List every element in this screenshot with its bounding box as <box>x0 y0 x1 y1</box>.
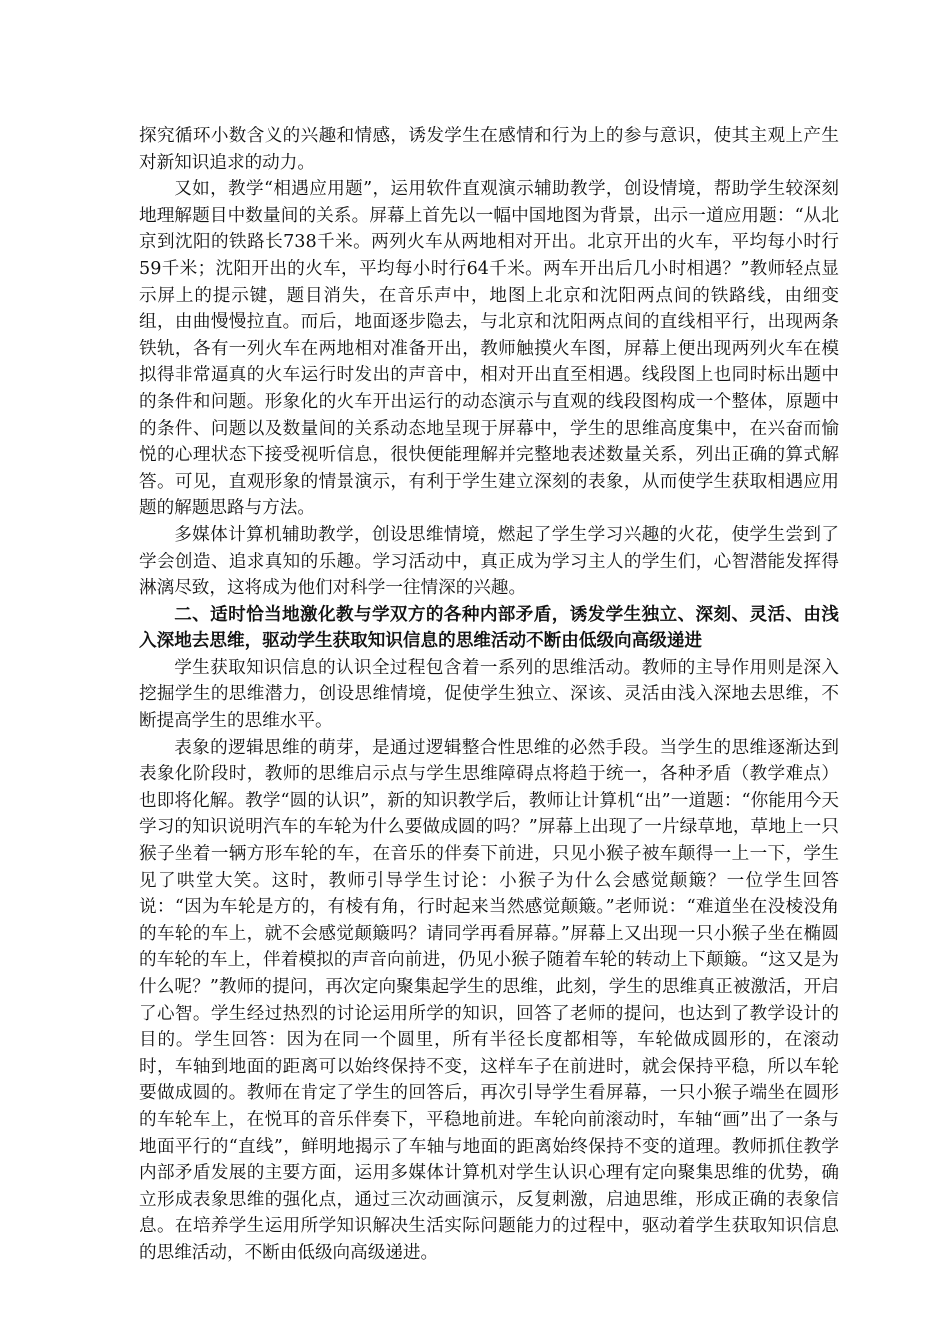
paragraph-circle-example: 表象的逻辑思维的萌芽，是通过逻辑整合性思维的必然手段。当学生的思维逐渐达到表象化阶段时，教师的思维启示点与学生思维障碍点将趋于统一，各种矛盾（教学难点）也即将化解。教学“圆的认识”，新的知识教学后，教师让计算机“出”一道题：“你能用今天学习的知识说明汽车的车轮为什么要做成圆的吗？”屏幕上出现了一片绿草地，草地上一只猴子坐着一辆方形车轮的车，在音乐的伴奏下前进，只见小猴子被车颠得一上一下，学生见了哄堂大笑。这时，教师引导学生讨论：小猴子为什么会感觉颠簸？一位学生回答说：“因为车轮是方的，有棱有角，行时起来当然感觉颠簸。”老师说：“难道坐在没棱没角的车轮的车上，就不会感觉颠簸吗？请同学再看屏幕。”屏幕上又出现一只小猴子坐在椭圆的车轮的车上，伴着模拟的声音向前进，仍见小猴子随着车轮的转动上下颠簸。“这又是为什么呢？”教师的提问，再次定向聚集起学生的思维，此刻，学生的思维真正被激活，开启了心智。学生经过热烈的讨论运用所学的知识，回答了老师的提问，也达到了教学设计的目的。学生回答：因为在同一个圆里，所有半径长度都相等，车轮做成圆形的，在滚动时，车轴到地面的距离可以始终保持不变，这样车子在前进时，就会保持平稳，所以车轮要做成圆的。教师在肯定了学生的回答后，再次引导学生看屏幕，一只小猴子端坐在圆形的车轮车上，在悦耳的音乐伴奏下，平稳地前进。车轮向前滚动时，车轴“画”出了一条与地面平行的“直线”，鲜明地揭示了车轴与地面的距离始终保持不变的道理。教师抓住教学内部矛盾发展的主要方面，运用多媒体计算机对学生认识心理有定向聚集思维的优势，确立形成表象思维的强化点，通过三次动画演示，反复刺激，启迪思维，形成正确的表象信息。在培养学生运用所学知识解决生活实际问题能力的过程中，驱动着学生获取知识信息的思维活动，不断由低级向高级递进。 <box>139 737 839 1263</box>
paragraph-multimedia-summary: 多媒体计算机辅助教学，创设思维情境，燃起了学生学习兴趣的火花，使学生尝到了学会创造、追求真知的乐趣。学习活动中，真正成为学习主人的学生们，心智潜能发挥得淋漓尽致，这将成为他们对科学一往情深的兴趣。 <box>139 524 839 599</box>
paragraph-thinking-activity: 学生获取知识信息的认识全过程包含着一系列的思维活动。教师的主导作用则是深入挖掘学生的思维潜力，创设思维情境，促使学生独立、深该、灵活由浅入深地去思维，不断提高学生的思维水平。 <box>139 657 839 732</box>
paragraph-continuation: 探究循环小数含义的兴趣和情感，诱发学生在感情和行为上的参与意识，使其主观上产生对新知识追求的动力。 <box>139 126 839 173</box>
document-page <box>139 123 839 1267</box>
paragraph-train-example: 又如，教学“相遇应用题”，运用软件直观演示辅助教学，创设情境，帮助学生较深刻地理解题目中数量间的关系。屏幕上首先以一幅中国地图为背景，出示一道应用题：“从北京到沈阳的铁路长738千米。两列火车从两地相对开出。北京开出的火车，平均每小时行59千米；沈阳开出的火车，平均每小时行64千米。两车开出后几小时相遇？”教师轻点显示屏上的提示键，题目消失，在音乐声中，地图上北京和沈阳两点间的铁路线，由细变组，由曲慢慢拉直。而后，地面逐步隐去，与北京和沈阳两点间的直线相平行，出现两条铁轨，各有一列火车在两地相对准备开出，教师触摸火车图，屏幕上便出现两列火车在模拟得非常逼真的火车运行时发出的声音中，相对开出直至相遇。线段图上也同时标出题中的条件和问题。形象化的火车开出运行的动态演示与直观的线段图构成一个整体，原题中的条件、问题以及数量间的关系动态地呈现于屏幕中，学生的思维高度集中，在兴奋而愉悦的心理状态下接受视听信息，很快便能理解并完整地表述数量关系，列出正确的算式解答。可见，直观形象的情景演示，有利于学生建立深刻的表象，从而使学生获取相遇应用题的解题思路与方法。 <box>139 179 839 519</box>
section-heading: 二、适时恰当地激化教与学双方的各种内部矛盾，诱发学生独立、深刻、灵活、由浅入深地去思维，驱动学生获取知识信息的思维活动不断由低级向高级递进 <box>139 603 839 652</box>
